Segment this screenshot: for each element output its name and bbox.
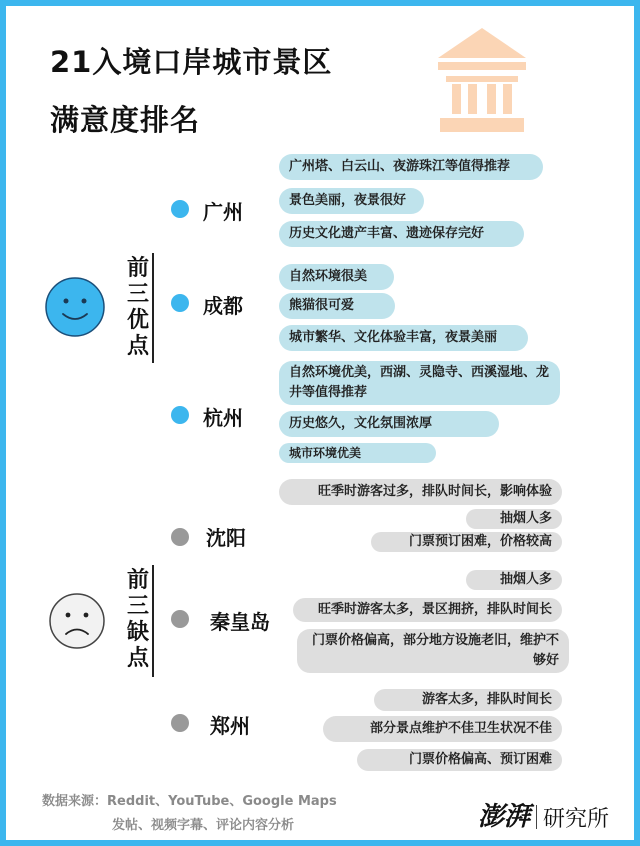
disadvantage-pill: 游客太多，排队时间长 <box>374 689 562 711</box>
page-subtitle: 满意度排名 <box>50 103 201 137</box>
advantage-pill: 广州塔、白云山、夜游珠江等值得推荐 <box>279 154 543 180</box>
city-dot-shenyang <box>171 528 189 546</box>
city-name-guangzhou: 广州 <box>203 200 243 224</box>
disadvantage-pill: 旺季时游客太多，景区拥挤，排队时间长 <box>293 598 562 622</box>
advantage-pill: 自然环境优美，西湖、灵隐寺、西溪湿地、龙井等值得推荐 <box>279 361 560 405</box>
city-name-zhengzhou: 郑州 <box>210 714 250 738</box>
city-dot-chengdu <box>171 294 189 312</box>
advantage-pill: 城市环境优美 <box>279 443 436 463</box>
disadvantage-pill: 旺季时游客过多，排队时间长，影响体验 <box>279 479 562 505</box>
sad-face-icon <box>48 592 106 650</box>
smiley-face-icon <box>44 276 106 338</box>
temple-building-icon <box>432 24 532 136</box>
data-source-line: 发帖、视频字幕、评论内容分析 <box>112 818 295 833</box>
advantage-pill: 城市繁华、文化体验丰富，夜景美丽 <box>279 325 528 351</box>
data-source-line: 数据来源：Reddit、YouTube、Google Maps <box>42 794 337 809</box>
city-name-qinhuangdao: 秦皇岛 <box>210 610 270 634</box>
disadvantage-pill: 门票价格偏高，部分地方设施老旧，维护不够好 <box>297 629 569 673</box>
logo-divider <box>536 805 537 829</box>
disadvantages-label: 前三缺点 <box>126 568 149 671</box>
disadvantage-pill: 抽烟人多 <box>466 570 562 590</box>
advantage-pill: 自然环境很美 <box>279 264 394 290</box>
data-source-note <box>42 790 337 838</box>
advantage-pill: 历史文化遗产丰富、遗迹保存完好 <box>279 221 524 247</box>
logo-brand: 澎湃 <box>478 802 531 832</box>
city-dot-zhengzhou <box>171 714 189 732</box>
advantage-pill: 景色美丽，夜景很好 <box>279 188 424 214</box>
advantage-pill: 历史悠久，文化氛围浓厚 <box>279 411 499 437</box>
city-name-chengdu: 成都 <box>203 294 243 318</box>
city-dot-hangzhou <box>171 406 189 424</box>
disadvantage-pill: 抽烟人多 <box>466 509 562 529</box>
disadvantage-pill: 部分景点维护不佳卫生状况不佳 <box>323 716 562 742</box>
publisher-logo <box>478 796 609 833</box>
page-title: 21入境口岸城市景区 <box>50 45 333 79</box>
logo-institute: 研究所 <box>543 807 610 832</box>
disadvantage-pill: 门票价格偏高、预订困难 <box>357 749 562 771</box>
advantages-label: 前三优点 <box>126 256 149 359</box>
disadvantage-pill: 门票预订困难，价格较高 <box>371 532 562 552</box>
city-dot-qinhuangdao <box>171 610 189 628</box>
advantage-pill: 熊猫很可爱 <box>279 293 395 319</box>
city-name-hangzhou: 杭州 <box>203 406 243 430</box>
city-name-shenyang: 沈阳 <box>206 526 246 550</box>
city-dot-guangzhou <box>171 200 189 218</box>
